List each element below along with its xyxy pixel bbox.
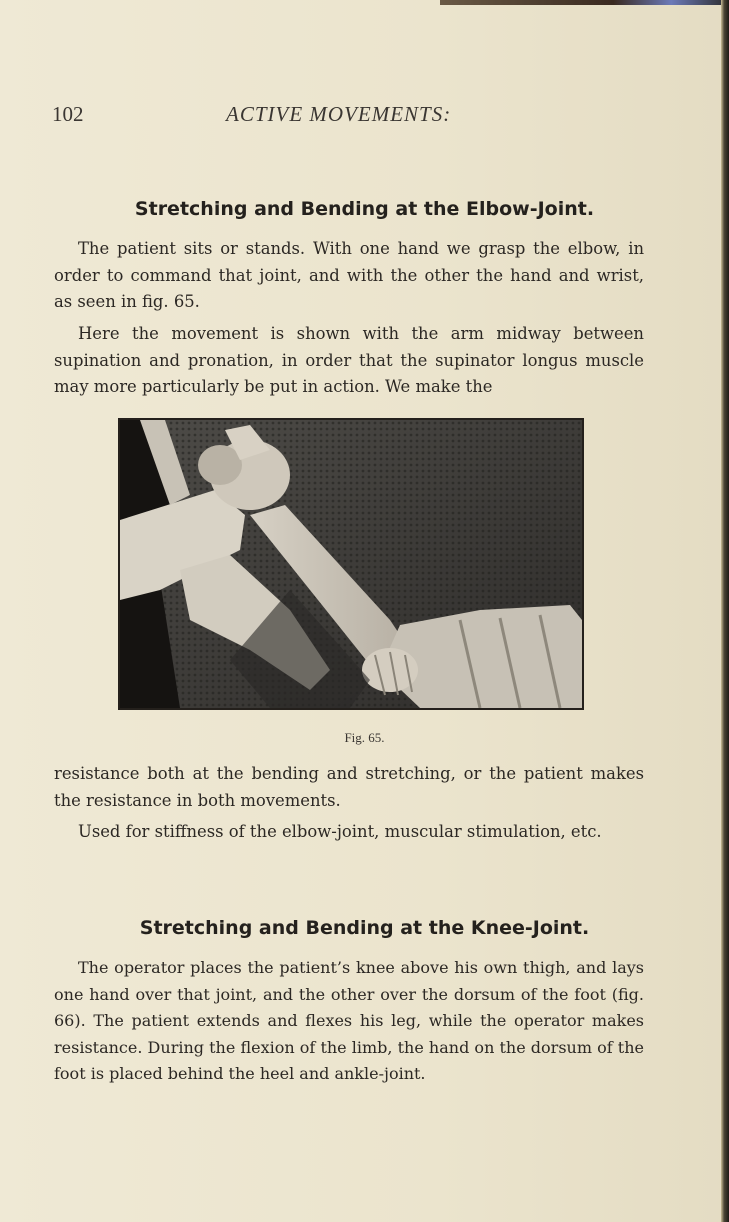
book-spine-edge xyxy=(721,0,729,1222)
page-number: 102 xyxy=(52,102,84,126)
book-top-edge xyxy=(440,0,729,5)
paragraph-continuation: resistance both at the bending and stretching, or the patient makes the resistance in both movements. xyxy=(54,764,644,810)
elbow-stretching-illustration xyxy=(120,420,582,708)
paragraph-knee-1: The operator places the patient’s knee above his own thigh, and lays one hand over that joint, and the other over the dorsum of the foot (fig. 66). The patient extends and flexes his leg, while the operator makes resistance. During the flexion of the limb, the hand on the dorsum of the foot is placed behind the heel and ankle-joint. xyxy=(54,958,644,1083)
paragraph-elbow-1: The patient sits or stands. With one hand we grasp the elbow, in order to command that joint, and with the other the hand and wrist, as seen in fig. 65. xyxy=(54,239,644,311)
figure-65-photo xyxy=(118,418,584,710)
section-heading-elbow: Stretching and Bending at the Elbow-Joint. xyxy=(134,198,595,220)
paragraph-usage: Used for stiffness of the elbow-joint, muscular stimulation, etc. xyxy=(78,822,602,841)
section-heading-knee: Stretching and Bending at the Knee-Joint. xyxy=(139,917,590,939)
running-head xyxy=(52,102,672,132)
running-title: ACTIVE MOVEMENTS: xyxy=(226,102,452,126)
figure-caption: Fig. 65. xyxy=(344,730,385,745)
paragraph-elbow-2: Here the movement is shown with the arm midway between supination and pronation, in order that the supinator longus muscle may more particularly be put in action. We make the xyxy=(54,324,644,396)
